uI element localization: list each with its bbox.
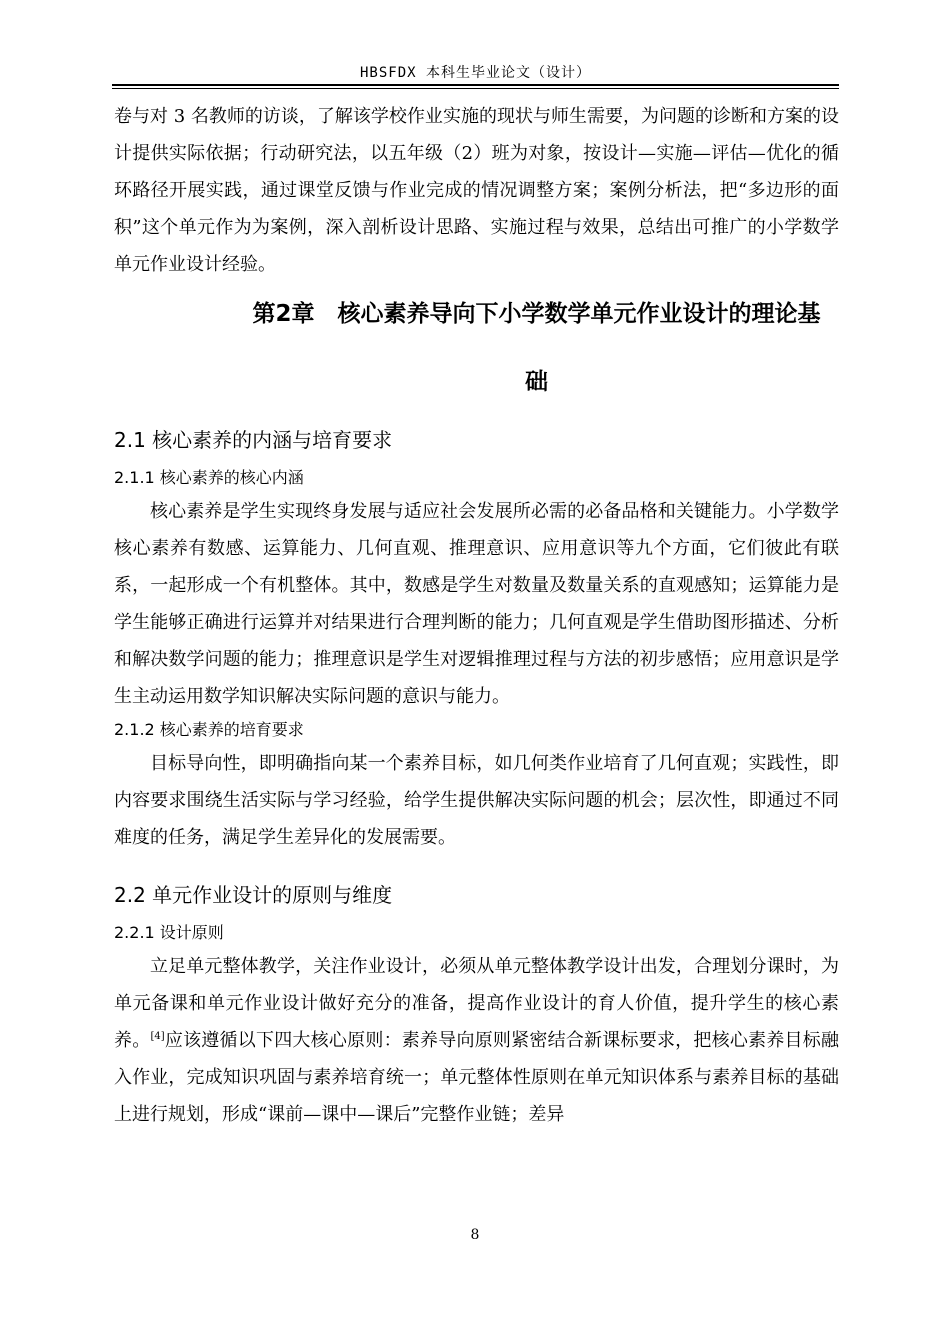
- paragraph-2-2-1: [114, 948, 839, 1133]
- chapter-title-continued: 础: [525, 369, 548, 395]
- section-heading-2-2: 2.2 单元作业设计的原则与维度: [114, 883, 393, 907]
- header-rule-thin: [112, 88, 839, 89]
- subsection-heading-2-1-2: 2.1.2 核心素养的培育要求: [114, 720, 304, 739]
- citation-marker: [4]: [150, 1031, 165, 1042]
- paragraph-2-1-1: 核心素养是学生实现终身发展与适应社会发展所必需的必备品格和关键能力。小学数学核心素养有数感、运算能力、几何直观、推理意识、应用意识等九个方面，它们彼此有联系，一起形成一个有机整体。其中，数感是学生对数量及数量关系的直观感知；运算能力是学生能够正确进行运算并对结果进行合理判断的能力；几何直观是学生借助图形描述、分析和解决数学问题的能力；推理意识是学生对逻辑推理过程与方法的初步感悟；应用意识是学生主动运用数学知识解决实际问题的意识与能力。: [114, 501, 839, 707]
- header-rule: [112, 84, 839, 86]
- section-heading-2-1: 2.1 核心素养的内涵与培育要求: [114, 428, 393, 452]
- paragraph-2-2-1-part2: 应该遵循以下四大核心原则：素养导向原则紧密结合新课标要求，把核心素养目标融入作业，完成知识巩固与素养培育统一；单元整体性原则在单元知识体系与素养目标的基础上进行规划，形成“课前—课中—课后”完整作业链；差异: [114, 1030, 839, 1125]
- intro-paragraph: 卷与对 3 名教师的访谈，了解该学校作业实施的现状与师生需要，为问题的诊断和方案的设计提供实际依据；行动研究法，以五年级（2）班为对象，按设计—实施—评估—优化的循环路径开展实践，通过课堂反馈与作业完成的情况调整方案；案例分析法，把“多边形的面积”这个单元作为为案例，深入剖析设计思路、实施过程与效果，总结出可推广的小学数学单元作业设计经验。: [114, 106, 839, 275]
- document-body: [114, 98, 839, 1133]
- chapter-title: 第2章 核心素养导向下小学数学单元作业设计的理论基: [252, 301, 821, 327]
- subsection-heading-2-1-1: 2.1.1 核心素养的核心内涵: [114, 468, 304, 487]
- page-header: HBSFDX 本科生毕业论文（设计）: [359, 65, 591, 81]
- paragraph-2-2-1-part1: 立足单元整体教学，关注作业设计，必须从单元整体教学设计出发，合理划分课时，为单元备课和单元作业设计做好充分的准备，提高作业设计的育人价值，提升学生的核心素养。: [114, 956, 839, 1051]
- subsection-heading-2-2-1: 2.2.1 设计原则: [114, 923, 224, 942]
- paragraph-2-1-2: 目标导向性，即明确指向某一个素养目标，如几何类作业培育了几何直观；实践性，即内容要求围绕生活实际与学习经验，给学生提供解决实际问题的机会；层次性，即通过不同难度的任务，满足学生差异化的发展需要。: [114, 753, 839, 848]
- page-number: 8: [470, 1227, 480, 1243]
